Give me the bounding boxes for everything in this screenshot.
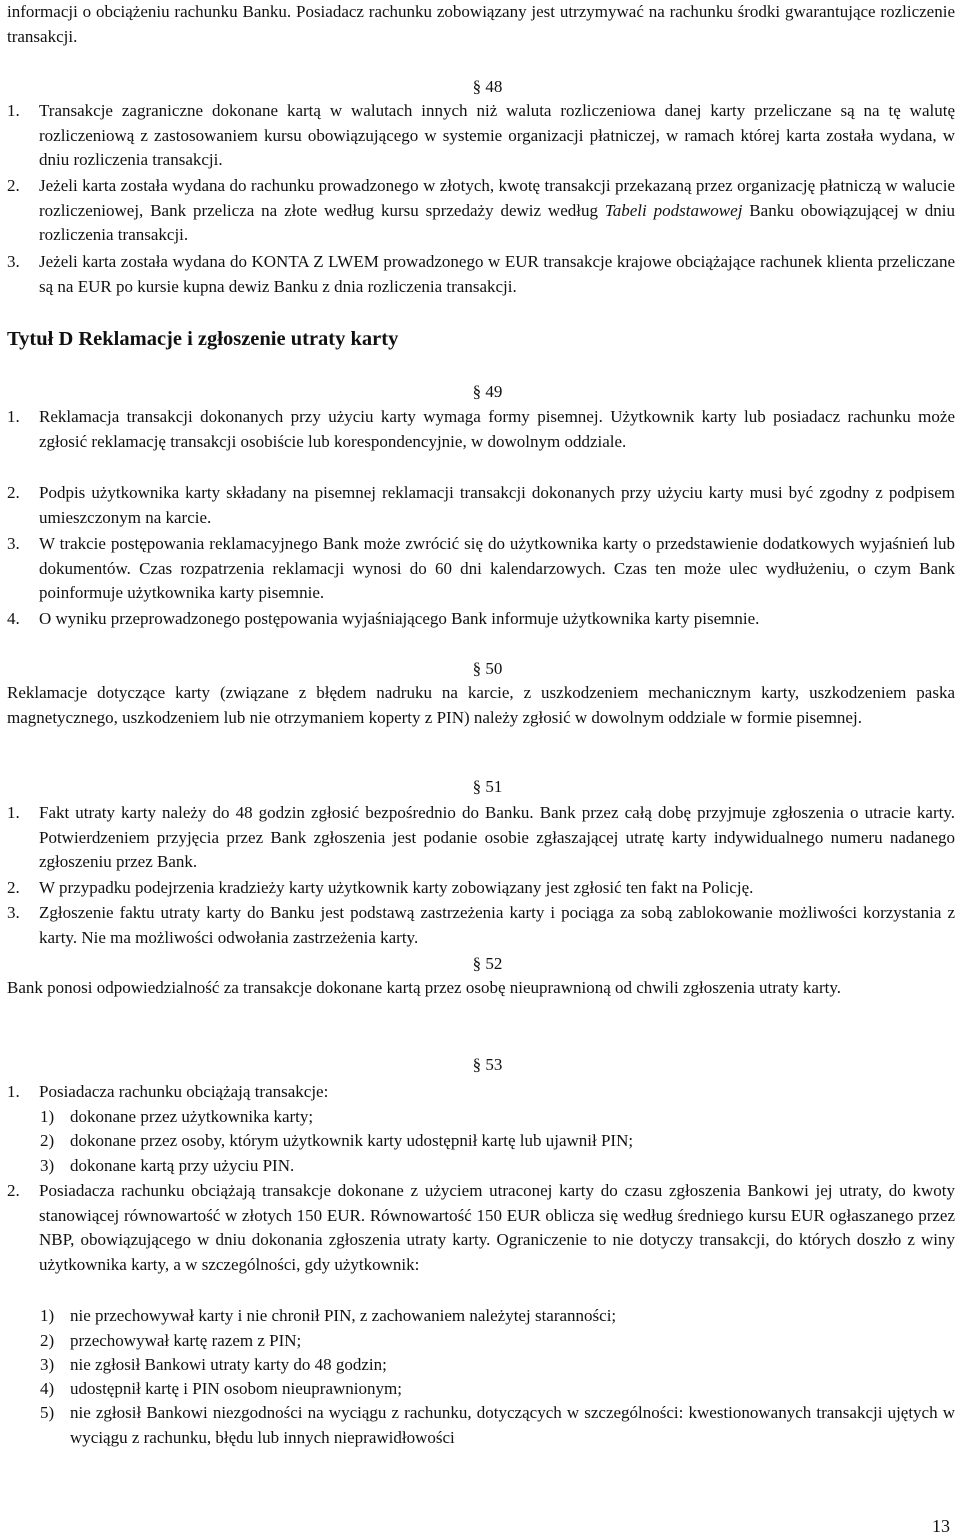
s49-item-4: 4. O wyniku przeprowadzonego postępowania wyjaśniającego Bank informuje użytkownika karty pisemnie. <box>7 609 760 628</box>
intro-paragraph: informacji o obciążeniu rachunku Banku. Posiadacz rachunku zobowiązany jest utrzymywać na rachunku środki gwarantujące rozliczenie transakcji. <box>7 2 955 46</box>
s49-item-2: 2. Podpis użytkownika karty składany na pisemnej reklamacji transakcji dokonanych przy użyciu karty musi być zgodny z podpisem umieszczonym na karcie. <box>7 483 955 527</box>
s51-item-2: 2. W przypadku podejrzenia kradzieży karty użytkownik karty zobowiązany jest zgłosić ten fakt na Policję. <box>7 878 754 897</box>
s51-item-3: 3. Zgłoszenie faktu utraty karty do Banku jest podstawą zastrzeżenia karty i pociąga za sobą zablokowanie możliwości korzystania z karty. Nie ma możliwości odwołania zastrzeżenia karty. <box>7 903 955 947</box>
section-52-title: § 52 <box>472 954 503 973</box>
section-49-title: § 49 <box>472 382 503 401</box>
page-number: 13 <box>932 1516 950 1536</box>
s53-item-2-sub-1: 1) nie przechowywał karty i nie chronił PIN, z zachowaniem należytej staranności; <box>40 1306 617 1325</box>
section-53-title: § 53 <box>472 1055 503 1074</box>
s49-item-1: 1. Reklamacja transakcji dokonanych przy użyciu karty wymaga formy pisemnej. Użytkownik karty lub posiadacz rachunku może zgłosić reklamację transakcji osobiście lub korespondencyjnie, w dowolnym oddziale. <box>7 407 955 451</box>
s48-item-1: 1. Transakcje zagraniczne dokonane kartą w walutach innych niż waluta rozliczeniowa danej karty przeliczane są na tę walutę rozliczeniową z zastosowaniem kursu obowiązującego w systemie organizacji płatniczej, w ramach której karta została wydana, w dniu rozliczenia transakcji. <box>7 101 955 169</box>
title-d-heading: Tytuł D Reklamacje i zgłoszenie utraty karty <box>7 328 399 350</box>
s53-item-1-sub-3: 3) dokonane kartą przy użyciu PIN. <box>40 1156 295 1175</box>
s53-item-2: 2. Posiadacza rachunku obciążają transakcje dokonane z użyciem utraconej karty do czasu zgłoszenia Bankowi jej utraty, do kwoty stanowiącej równowartość w złotych 150 EUR. Równowartość 150 EUR oblicza się według średniego kursu EUR ogłaszanego przez NBP, obowiązującego w dniu dokonania zgłoszenia utraty karty. Ograniczenie to nie dotyczy transakcji, do których doszło z winy użytkownika karty, a w szczególności, gdy użytkownik: <box>7 1181 955 1274</box>
s53-item-1-sub-1: 1) dokonane przez użytkownika karty; <box>40 1107 314 1126</box>
s53-item-2-sub-3: 3) nie zgłosił Bankowi utraty karty do 48 godzin; <box>40 1355 387 1374</box>
s53-item-1-sub-2: 2) dokonane przez osoby, którym użytkownik karty udostępnił kartę lub ujawnił PIN; <box>40 1131 634 1150</box>
s48-item-2: 2. Jeżeli karta została wydana do rachunku prowadzonego w złotych, kwotę transakcji przekazaną przez organizację płatniczą w walucie rozliczeniowej, Bank przelicza na złote według kursu sprzedaży dewiz według Tabeli podstawowej Banku obowiązującej w dniu rozliczenia transakcji. <box>7 176 956 244</box>
s53-item-2-sub-5: 5) nie zgłosił Bankowi niezgodności na wyciągu z rachunku, dotyczących w szczególności: kwestionowanych transakcji ujętych w wyciągu z rachunku, błędu lub innych nieprawidłowości <box>40 1403 955 1447</box>
section-48-title: § 48 <box>472 77 503 96</box>
s52-paragraph: Bank ponosi odpowiedzialność za transakcje dokonane kartą przez osobę nieuprawnioną od chwili zgłoszenia utraty karty. <box>7 978 841 997</box>
s53-item-2-sub-2: 2) przechowywał kartę razem z PIN; <box>40 1331 302 1350</box>
section-50-title: § 50 <box>472 659 503 678</box>
s53-item-2-sub-4: 4) udostępnił kartę i PIN osobom nieuprawnionym; <box>40 1379 402 1398</box>
s51-item-1: 1. Fakt utraty karty należy do 48 godzin zgłosić bezpośrednio do Banku. Bank przez całą dobę przyjmuje zgłoszenia o utracie karty. Potwierdzeniem przyjęcia przez Bank zgłoszenia jest podanie osobie zgłaszającej utratę karty indywidualnego numeru nadanego zgłoszeniu przez Bank. <box>7 803 955 871</box>
tabeli-podstawowej-italic: Tabeli podstawowej <box>604 200 743 220</box>
s50-paragraph: Reklamacje dotyczące karty (związane z błędem nadruku na karcie, z uszkodzeniem mechanicznym karty, uszkodzeniem paska magnetycznego, uszkodzeniem lub nie otrzymaniem koperty z PIN) należy zgłosić w dowolnym oddziale w formie pisemnej. <box>7 683 955 727</box>
s48-item-3: 3. Jeżeli karta została wydana do KONTA Z LWEM prowadzonego w EUR transakcje krajowe obciążające rachunek klienta przeliczane są na EUR po kursie kupna dewiz Banku z dnia rozliczenia transakcji. <box>7 252 955 296</box>
s53-item-1: 1. Posiadacza rachunku obciążają transakcje: <box>7 1082 329 1101</box>
s49-item-3: 3. W trakcie postępowania reklamacyjnego Bank może zwrócić się do użytkownika karty o przedstawienie dodatkowych wyjaśnień lub dokumentów. Czas rozpatrzenia reklamacji wynosi do 60 dni kalendarzowych. Czas ten może ulec wydłużeniu, o czym Bank poinformuje użytkownika karty pisemnie. <box>7 534 955 602</box>
section-51-title: § 51 <box>472 777 503 796</box>
